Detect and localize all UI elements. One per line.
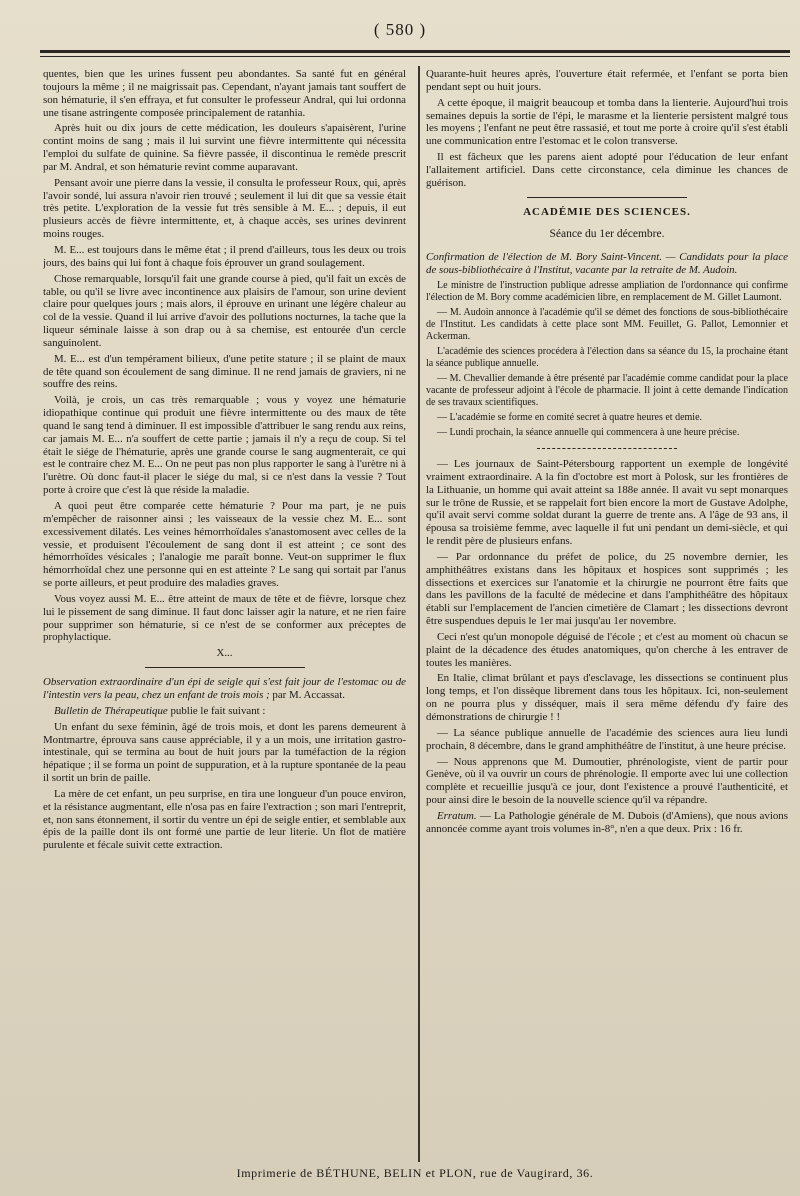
news-item: — Par ordonnance du préfet de police, du 25 novembre dernier, les amphithéâtres existans dans les hôpitaux et hospices sont supprimés ; les dissections et exercices sur l'anatomie et la chirurgie ne pourront être faits que dans les pavillons de la faculté de médecine et dans l'amphithéâtre des hôpitaux établi sur l'emplacement de l'ancien cimetière de Clamart ; les dissections devront être suspendues depuis le 1er mai jusqu'au 1er novembre. [426,550,788,628]
academy-item: Le ministre de l'instruction publique adresse ampliation de l'ordonnance qui confirme l'élection de M. Bory comme académicien libre, en remplacement de M. Gillet Laumont. [426,279,788,303]
news-item: — Les journaux de Saint-Pétersbourg rapportent un exemple de longévité vraiment extraordinaire. A la fin d'octobre est mort à Polosk, sur les frontières de la Lithuanie, un homme qui avait atteint sa 188e année. Il avait vu sept monarques sur le trône de Russie, et se rappelait fort bien encore la mort de Gustave Adolphe, qu'il avait servi comme soldat durant la guerre de trente ans. A l'âge de 93 ans, il épousa sa troisième femme, avec laquelle il fut uni pendant un demi-siècle, et qui le rendit père de plusieurs enfans. [426,457,788,548]
bulletin-intro [43,705,406,718]
column-divider [418,66,420,1162]
academy-item: — Lundi prochain, la séance annuelle qui commencera à une heure précise. [437,426,740,438]
section-rule [527,197,687,198]
header-rule [40,50,790,57]
observation-heading [43,676,406,702]
bulletin-name: Bulletin de Thérapeutique [54,704,168,717]
paragraph: Il est fâcheux que les parens aient adopté pour l'éducation de leur enfant l'allaitement artificiel. Dans cette circonstance, cela diminue les chances de guérison. [426,151,788,189]
section-rule [537,448,677,449]
paragraph: La mère de cet enfant, un peu surprise, en tira une longueur d'un pouce environ, et la résistance augmentant, elle n'osa pas en faire l'extraction ; son mari l'entreprit, et, non sans étonnement, il sortir du ventre un épi de seigle entier, et semblable aux épis de la paille dont ils ont formé une partie de leur literie. Un flot de matière purulente et fécale suivit cette extraction. [43,787,406,852]
session-date: Séance du 1er décembre. [549,228,665,241]
paragraph: Un enfant du sexe féminin, âgé de trois mois, et dont les parens demeurent à Montmartre, éprouva sans cause appréciable, il y a un mois, une irritation gastro-intestinale, qui se termina au bout de huit jours par la tuméfaction de la région hépatique ; il se forma un point de suppuration, et à la rupture spontanée de la peau il sortit un brin de paille. [43,720,406,785]
paragraph: Après huit ou dix jours de cette médication, les douleurs s'apaisèrent, l'urine contint moins de sang ; mais il lui survint une fièvre intermittente qui nécessita l'emploi du sulfate de quinine. Sa fièvre passée, il discontinua le remède prescrit par M. Andral, et son hématurie revint comme auparavant. [43,122,406,173]
news-item: En Italie, climat brûlant et pays d'esclavage, les dissections se continuent plus long temps, et l'on dissèque librement dans tous les hôpitaux. Ici, non-seulement on ne pourra plus y disséquer, mais il sera même défendu d'y faire des démonstrations de chirurgie ! ! [426,672,788,723]
page-number: ( 580 ) [373,20,427,39]
observation-author: par M. Accassat. [272,688,345,701]
observation-title: Observation extraordinaire d'un épi de seigle qui s'est fait jour de l'estomac ou de l'intestin vers la peau, chez un enfant de trois mois ; [43,676,406,701]
paragraph: A quoi peut être comparée cette hématurie ? Pour ma part, je ne puis m'empêcher de raisonner ainsi ; les vaisseaux de la vessie chez M. E... sont excessivement dilatés. Les veines hémorrhoïdales s'anastomosent avec celles de la vessie, et produisent l'écoulement de sang dont il est atteint ; ce sont des hémorrhoïdes vésicales ; l'analogie me paraît bonne. Veut-on supprimer le flux hémorrhoïdal chez une personne qui en est atteinte ? Le sang qui sortait par l'anus se porte ailleurs, et peut produire des maladies graves. [43,500,406,590]
paragraph: A cette époque, il maigrit beaucoup et tomba dans la lienterie. Aujourd'hui trois semaines depuis la sortie de l'épi, le marasme et la lienterie persistent malgré tous les moyens ; l'enfant ne peut être rassasié, et tout me porte à croire qu'il s'est établi une communication entre l'estomac et le colon transverse. [426,96,788,148]
paragraph: M. E... est d'un tempérament bilieux, d'une petite stature ; il se plaint de maux de tête quand son écoulement de sang diminue. Il ne rend jamais de graviers, ni ne souffre des reins. [43,352,406,391]
erratum [426,810,788,836]
erratum-label: Erratum. [437,809,477,822]
erratum-text: — La Pathologie générale de M. Dubois (d'Amiens), que nous avions annoncée comme ayant trois volumes in-8°, n'en a que deux. Prix : 16 fr. [426,809,788,835]
paragraph: quentes, bien que les urines fussent peu abondantes. Sa santé fut en général toujours la même ; il ne maigrissait pas. Cependant, n'ayant jamais tant souffert de son hématurie, il s'en effraya, et fut consulter le professeur Andral, qui lui ordonna une tisane astringente composée principalement de ratanhia. [43,68,406,119]
paragraph: Quarante-huit heures après, l'ouverture était refermée, et l'enfant se porta bien pendant sept ou huit jours. [426,68,788,93]
signature: X... [216,647,233,660]
news-item: — La séance publique annuelle de l'académie des sciences aura lieu lundi prochain, 8 décembre, dans le grand amphithéâtre de l'institut, à une heure précise. [426,726,788,752]
academy-item: — M. Chevallier demande à être présenté par l'académie comme candidat pour la place vacante de professeur adjoint à l'école de pharmacie. Il joint à cette demande l'indication de ses travaux scientifiques. [426,372,788,408]
section-rule [145,667,305,668]
paragraph: M. E... est toujours dans le même état ; il prend d'ailleurs, tous les deux ou trois jours, des bains qui lui font à chaque fois éprouver un grand soulagement. [43,243,406,269]
paragraph: Voilà, je crois, un cas très remarquable ; vous y voyez une hématurie idiopathique continue qui produit une fièvre intermittente ou des maux de tête quand le sang tend à diminuer. Il est impossible d'attribuer le sang rendu aux reins, car jamais M. E... n'a souffert de cette partie ; jamais il n'y a reçu de coup. Si tel était le siége de l'hématurie, après une grande course le sang augmenterait, ce qui est le contraire chez M. E... On ne peut pas non plus rapporter le sang à l'urètre ni à l'urètre. Où donc faut-il placer le siége du mal, si ce n'est dans la vessie ? Tout porte à croire que c'est là que réside la maladie. [43,394,406,497]
paragraph: Pensant avoir une pierre dans la vessie, il consulta le professeur Roux, qui, après l'avoir sondé, lui assura n'avoir rien trouvé ; seulement il lui dit que sa vessie était très petite. L'exploration de la vessie fut très sensible à M. E... ; depuis, il eut plusieurs accès de fièvre intermittente, et, à chaque accès, ses urines devinrent moins rouges. [43,176,406,241]
paragraph: Chose remarquable, lorsqu'il fait une grande course à pied, qu'il fait un excès de table, ou qu'il se livre avec incontinence aux plaisirs de l'amour, son urine devient claire pour quelques jours ; mais alors, il éprouve en urinant une légère chaleur au col de la vessie. Quand il lui arrive d'avoir des pollutions nocturnes, la tache que la liqueur séminale laisse à son drap ou à sa chemise, est entourée d'un cercle sanguinolent. [43,272,406,349]
left-column [43,68,406,1154]
academy-item: — L'académie se forme en comité secret à quatre heures et demie. [437,411,703,423]
academy-item: — M. Audoin annonce à l'académie qu'il se démet des fonctions de sous-bibliothécaire de l'Institut. Les candidats à cette place sont MM. Feuillet, G. Pallot, Lemonnier et Ackerman. [426,306,788,342]
paragraph: Vous voyez aussi M. E... être atteint de maux de tête et de fièvre, lorsque chez lui le pissement de sang diminue. Il faut donc laisser agir la nature, et ne rien faire pour supprimer son hématurie, si ce n'est de se conformer aux préceptes de prophylactique. [43,592,406,644]
right-column [426,68,788,1154]
news-item: — Nous apprenons que M. Dumoutier, phrénologiste, vient de partir pour Genève, où il va ouvrir un cours de phrénologie. Il emporte avec lui une collection complète et recueillie jusqu'à ce jour, dont l'existence a prouvé l'authenticité, et pour ainsi dire le besoin de la nouvelle science qu'il va répandre. [426,755,788,807]
academy-heading: ACADÉMIE DES SCIENCES. [523,205,691,218]
printer-footer: Imprimerie de BÉTHUNE, BELIN et PLON, rue de Vaugirard, 36. [236,1166,594,1180]
academy-item: L'académie des sciences procédera à l'élection dans sa séance du 15, la prochaine étant la séance publique annuelle. [426,345,788,369]
bulletin-intro-text: publie le fait suivant : [170,704,266,717]
confirmation-title: Confirmation de l'élection de M. Bory Saint-Vincent. — Candidats pour la place de sous-bibliothécaire à l'Institut, vacante par la retraite de M. Audoin. [426,251,788,277]
news-item: Ceci n'est qu'un monopole déguisé de l'école ; et c'est au moment où chacun se plaint de la décadence des études anatomiques, qu'on cherche à les entraver de toutes les manières. [426,630,788,669]
